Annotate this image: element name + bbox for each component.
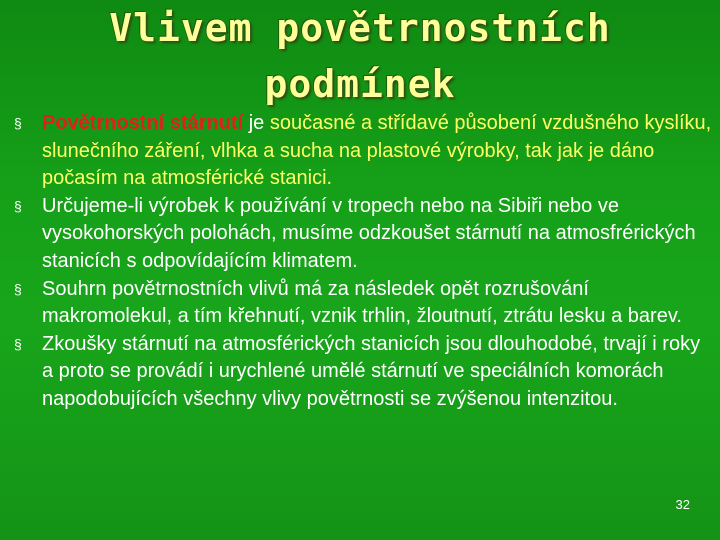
bullet-item-2 — [14, 193, 714, 276]
title-line-1: Vlivem povětrnostních — [109, 6, 611, 50]
slide-title — [40, 0, 680, 112]
bullet-text-connector: je — [243, 112, 270, 134]
bullet-text: Určujeme-li výrobek k používání v tropech nebo na Sibiři nebo ve vysokohorských polohách, musíme odzkoušet stárnutí na atmosfrérických stanicích s odpovídajícím klimatem. — [42, 194, 696, 272]
bullet-text: Souhrn povětrnostních vlivů má za následek opět rozrušování makromolekul, a tím křehnutí, vznik trhlin, žloutnutí, ztrátu lesku a barev. — [42, 277, 682, 328]
title-line-2: podmínek — [264, 62, 456, 106]
bullet-marker-icon: § — [14, 197, 22, 214]
bullet-item-4 — [14, 331, 714, 414]
page-number: 32 — [675, 497, 690, 512]
bullet-item-3 — [14, 276, 714, 331]
bullet-marker-icon: § — [14, 115, 22, 131]
bullet-marker-icon: § — [14, 280, 22, 297]
term-highlight: Povětrnostní stárnutí — [42, 112, 244, 134]
bullet-marker-icon: § — [14, 335, 22, 352]
bullet-item-1 — [14, 110, 714, 193]
bullet-text: Zkoušky stárnutí na atmosférických stanicích jsou dlouhodobé, trvají i roky a proto se provádí i urychlené umělé stárnutí ve speciálních komorách napodobujících všechny vlivy povětrnosti se zvýšenou intenzitou. — [42, 332, 701, 410]
bullet-list — [14, 110, 714, 414]
definition-text: současné a střídavé působení vzdušného kyslíku, slunečního záření, vlhka a sucha na plastové výrobky, tak jak je dáno počasím na atmosférické stanici. — [42, 112, 712, 190]
